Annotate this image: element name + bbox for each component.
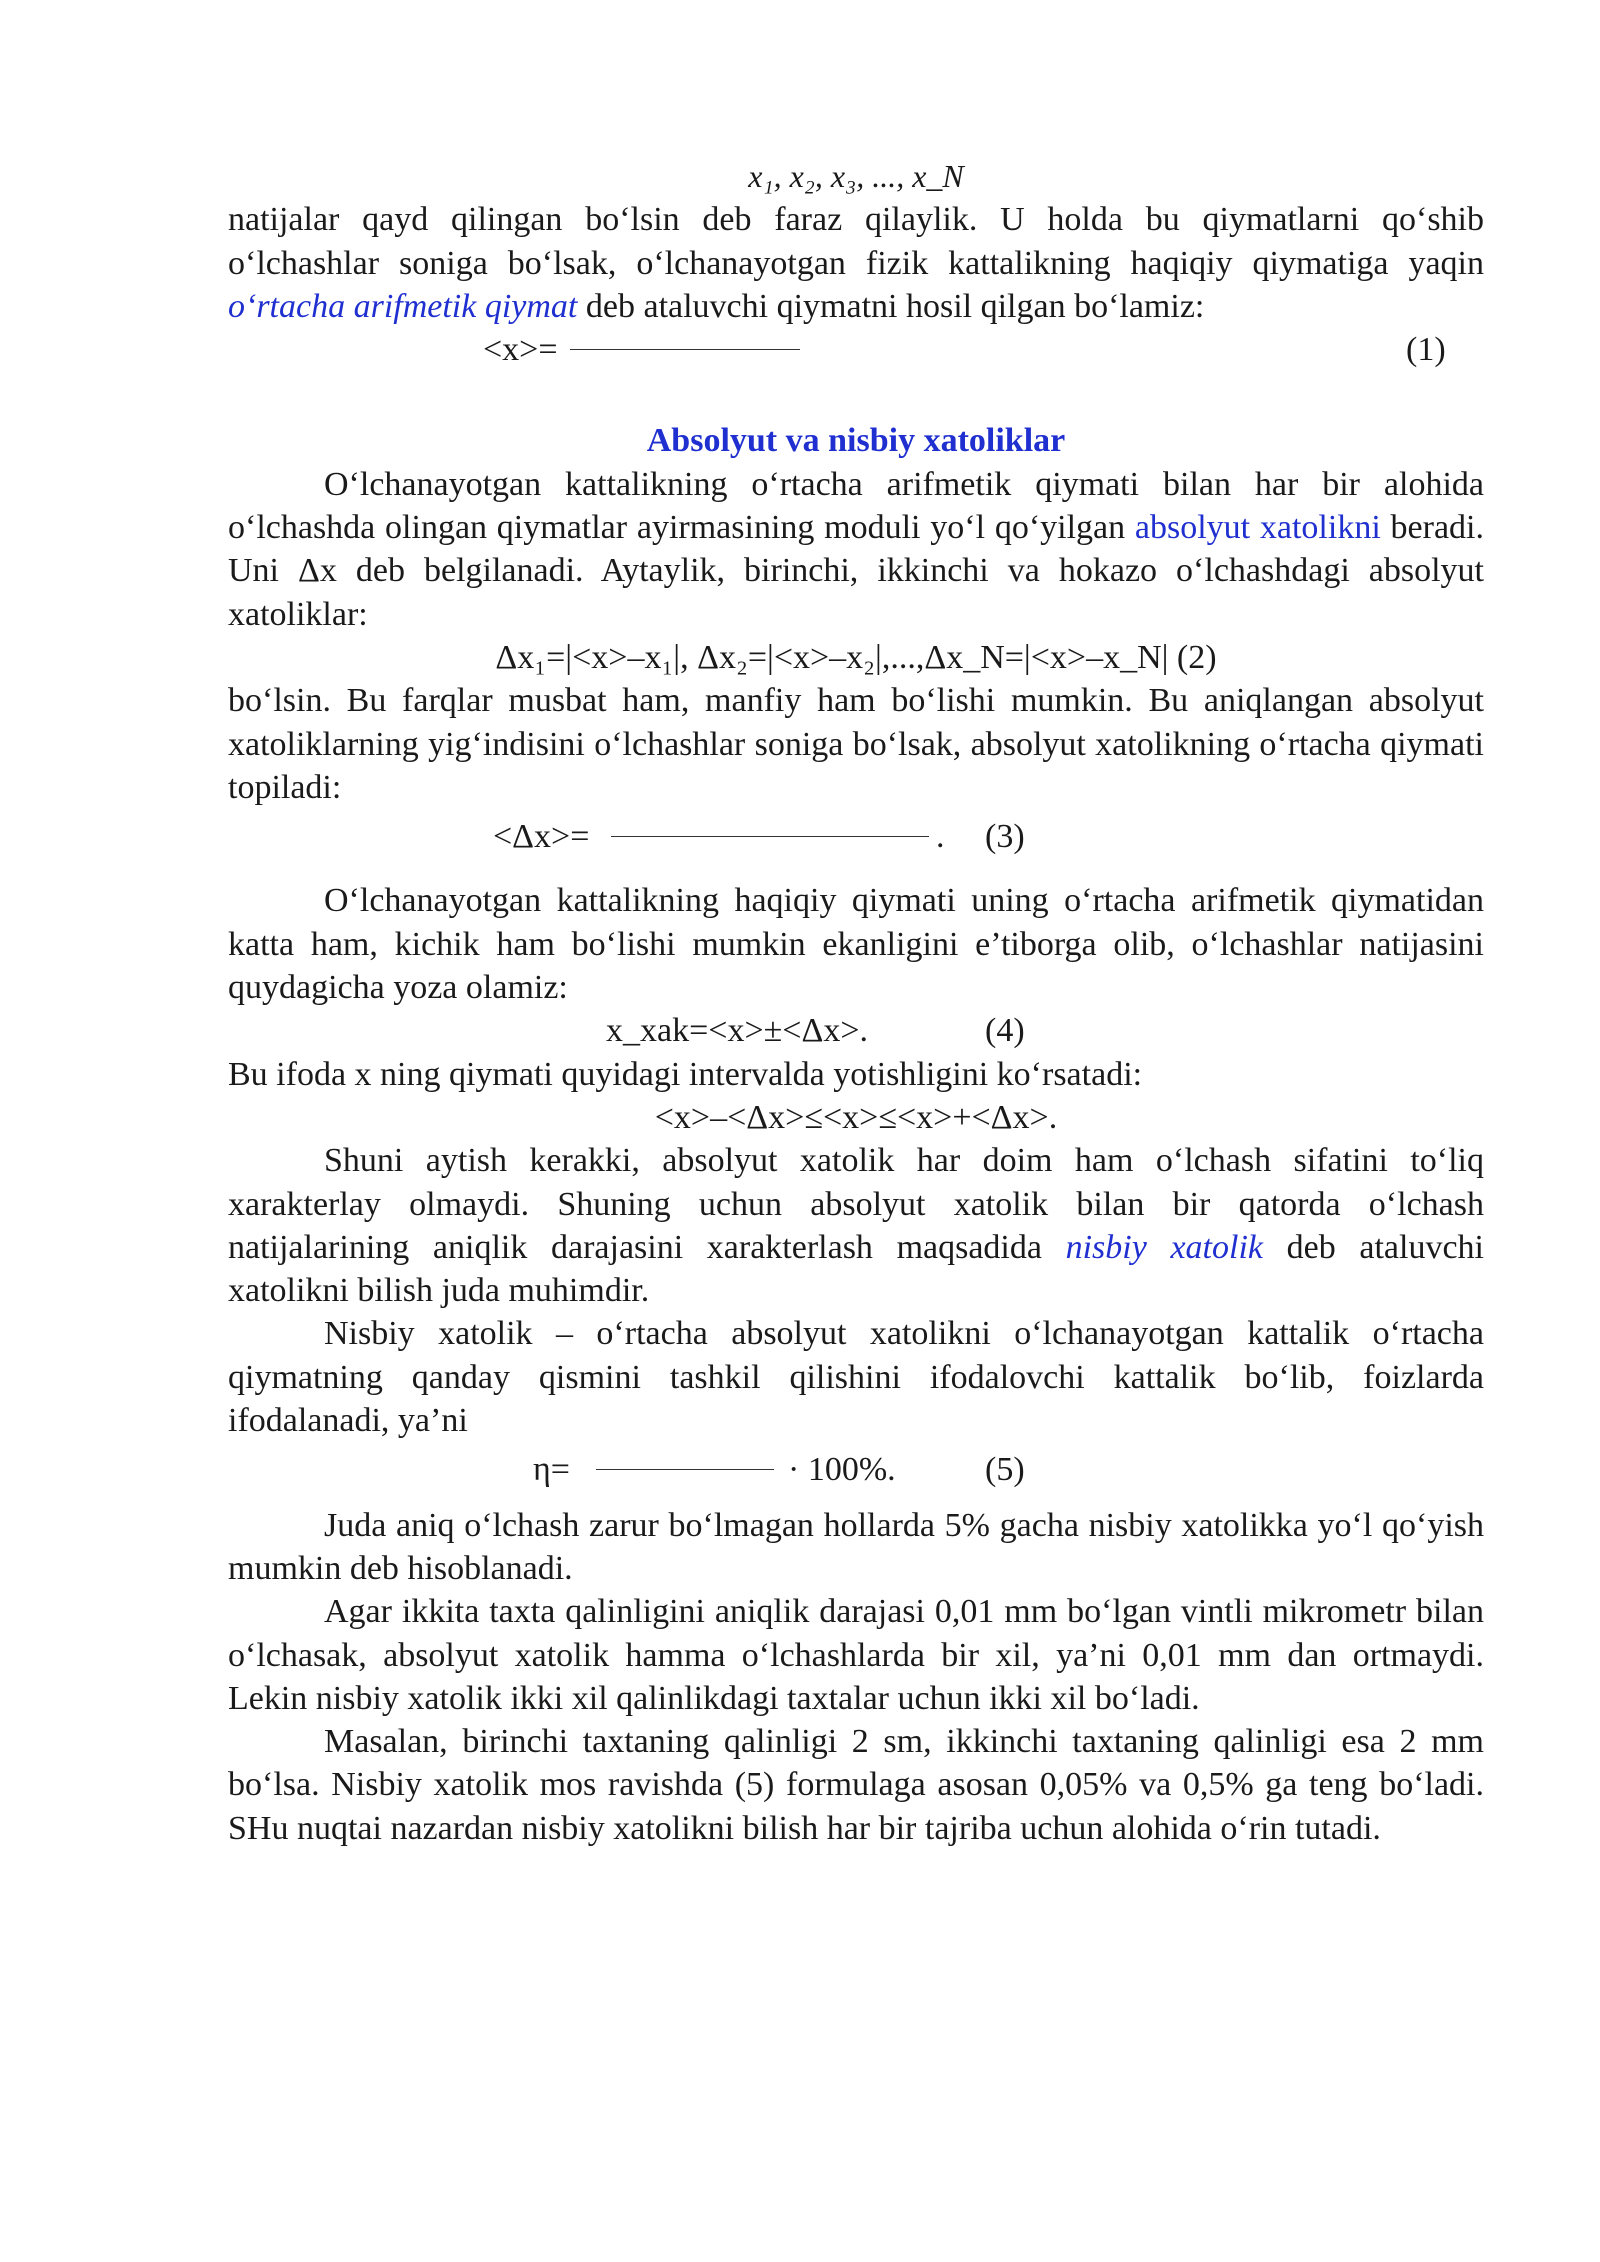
measurement-series: x₁, x₂, x₃, ..., x_N [748,158,964,194]
equation-1-lhs: <x>= [483,331,558,369]
section-heading: Absolyut va nisbiy xatoliklar [646,422,1066,460]
paragraph-relative-definition: Nisbiy xatolik – o‘rtacha absolyut xatolikni o‘lchanayotgan kattalik o‘rtacha qiymatning qanday qismini tashkil qilishini ifodalovchi kattalik bo‘lib, foizlarda ifodalanadi, ya’ni [228,1315,1484,1440]
equation-5 [228,1448,1484,1491]
paragraph-absolute-error [228,463,1484,636]
paragraph-mean-intro [228,198,1484,328]
paragraph-tolerance: Juda aniq o‘lchash zarur bo‘lmagan hollarda 5% gacha nisbiy xatolikka yo‘l qo‘yish mumkin deb hisoblanadi. [228,1506,1484,1587]
paragraph-true-value: O‘lchanayotgan kattalikning haqiqiy qiymati uning o‘rtacha arifmetik qiymatidan katta ham, kichik ham bo‘lishi mumkin ekanligini e’tiborga olib, o‘lchashlar natijasini quydagicha yoza olamiz: [228,882,1484,1007]
equation-3-lhs: <Δx>= [493,818,590,856]
equation-5-rhs: · 100%. [788,1451,896,1489]
equation-5-number: (5) [985,1451,1025,1489]
fraction-line [596,1469,774,1470]
text-run: deb ataluvchi xatolikni bilish juda muhimdir. [228,1228,1484,1310]
equation-5-lhs: η= [533,1451,570,1489]
equation-4-expression: x_xak=<x>±<Δx>. [606,1012,868,1050]
text-run: natijalar qayd qilingan bo‘lsin deb faraz qilaylik. U holda bu qiymatlarni qo‘shib o‘lchashlar soniga bo‘lsak, o‘lchanayotgan fizik kattalikning haqiqiy qiymatiga yaqin [228,201,1484,282]
equation-4-number: (4) [985,1012,1025,1050]
equation-3 [228,815,1484,858]
term-relative-error: nisbiy xatolik [1065,1228,1263,1266]
equation-1-number: (1) [1406,331,1446,369]
text-run: Shuni aytish kerakki, absolyut xatolik har doim ham o‘lchash sifatini to‘liq xarakterlay olmaydi. Shuning uchun absolyut xatolik bilan bir qatorda o‘lchash natijalarining aniqlik darajasini xarakterlash maqsadida [228,1142,1484,1266]
term-arithmetic-mean: o‘rtacha arifmetik qiymat [228,287,578,325]
paragraph-mean-absolute: bo‘lsin. Bu farqlar musbat ham, manfiy ham bo‘lishi mumkin. Bu aniqlangan absolyut xatoliklarning yig‘indisini o‘lchashlar soniga bo‘lsak, absolyut xatolikning o‘rtacha qiymati topiladi: [228,682,1484,806]
term-absolute-error: absolyut xatolikni [1134,509,1381,547]
paragraph-micrometer: Agar ikkita taxta qalinligini aniqlik darajasi 0,01 mm bo‘lgan vintli mikrometr bilan o‘lchasak, absolyut xatolik hamma o‘lchashlarda bir xil, ya’ni 0,01 mm dan ortmaydi. Lekin nisbiy xatolik ikki xil qalinlikdagi taxtalar uchun ikki xil bo‘ladi. [228,1593,1484,1717]
equation-2: Δx₁=|<x>–x₁|, Δx₂=|<x>–x₂|,...,Δx_N=|<x>–x_N| (2) [495,638,1217,676]
fraction-line [570,349,800,350]
document-body [228,155,1484,1850]
text-run: O‘lchanayotgan kattalikning o‘rtacha arifmetik qiymati bilan har bir alohida o‘lchashda olingan qiymatlar ayirmasining moduli yo‘l qo‘yilgan [228,465,1484,547]
paragraph-example: Masalan, birinchi taxtaning qalinligi 2 sm, ikkinchi taxtaning qalinligi esa 2 mm bo‘lsa. Nisbiy xatolik mos ravishda (5) formulaga asosan 0,05% va 0,5% ga teng bo‘ladi. SHu nuqtai nazardan nisbiy xatolikni bilish har bir tajriba uchun alohida o‘rin tutadi. [228,1723,1484,1847]
fraction-line [611,836,929,837]
paragraph-relative-intro [228,1139,1484,1312]
equation-4 [228,1009,1484,1052]
equation-3-dot: . [936,818,945,856]
equation-interval: <x>–<Δx>≤<x>≤<x>+<Δx>. [654,1098,1058,1136]
text-run: beradi. Uni Δx deb belgilanadi. Aytaylik, birinchi, ikkinchi va hokazo o‘lchashdagi absolyut xatoliklar: [228,509,1485,633]
equation-1 [228,328,1484,371]
equation-3-number: (3) [985,818,1025,856]
paragraph-interval-intro: Bu ifoda x ning qiymati quyidagi intervalda yotishligini ko‘rsatadi: [228,1055,1143,1093]
text-run: deb ataluvchi qiymatni hosil qilgan bo‘lamiz: [577,287,1205,325]
